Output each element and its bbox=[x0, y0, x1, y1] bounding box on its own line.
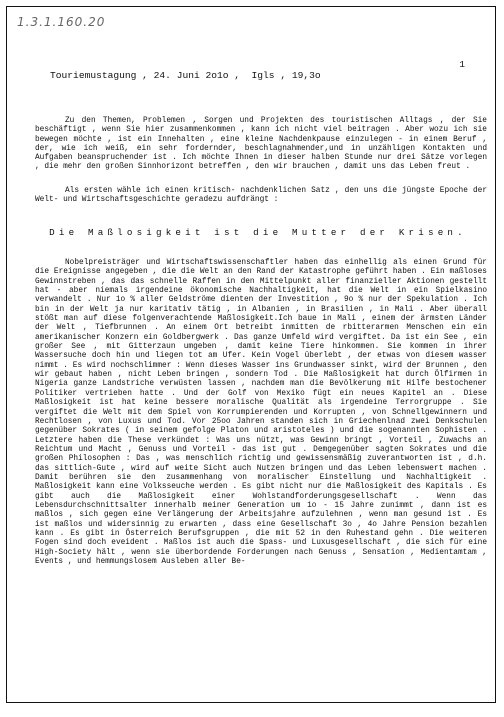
section-headline: Die Maßlosigkeit ist die Mutter der Krisen. bbox=[49, 227, 467, 238]
body-paragraph: Nobelpreisträger und Wirtschaftswissenschaftler haben das einhellig als einen Grund für die Ereignisse angegeben , die die Welt an den Rand der Katastrophe geführt haben . Ein maßloses Gewinnstreben , das das schnelle Raffen in den Mittelpunkt aller finanzieller Aktionen gestellt hat - aber niemals irgendeine ökonomische Nachhaltigkeit, hat die Welt in ein Spielkasino verwandelt . Nur 1o % aller Geldströme dienten der Investition , 9o % nur der Spekulation . Ich bin in der Welt ja nur karitativ tätig , in Albanien , in Brasilien , in Mali . Aber überall stößt man auf diese folgenverachtende Maßlosigkeit.Ich baue in Mali , einem der ärmsten Länder der Welt , Tiefbrunnen . An einem Ort betreibt inmitten de rbitterarmen Menschen ein ein amerikanischer Konzern ein Goldbergwerk . Das ganze Umfeld wird vergiftet. Da ist ein See , ein großer See , mit Gitterzaun umgeben , damit keine Tiere hinkommen. Sie kommen in ihrer Wassersuche doch hin und liegen tot am Ufer. Kein Vogel überlebt , der etwas von diesem wasser nimmt . Es wird nochschlimmer : Wenn dieses Wasser ins Grundwasser sinkt, wird der Brunnen , den wir gebaut haben , nicht Leben bringen , sondern Tod . Die Maßlosigkeit hat durch Ölfirmen in Nigeria ganze Landstriche verwüsten lassen , nachdem man die Bevölkerung mit Hilfe bestochener Politiker vertrieben hatte . Und der Golf von Mexiko fügt ein neues Kapitel an . Diese Maßlosigkeit ist hat keine bessere moralische Qualität als irgendeine Terrorgruppe . Sie vergiftet die Welt mit dem Spiel von Korrumpierenden und Korrupten , von Schnellgewinnern und Rechtlosen , von Luxus und Tod. Vor 25oo Jahren standen sich in Griechenlnad zwei Denkschulen gegenüber Sokrates ( in seinem gefolge Platon und aristoteles ) und die sogenannten Sophisten . Letztere haben die These verkündet : Was uns nützt, was Gewinn bringt , Vorteil , Zuwachs an Reichtum und Macht , Genuss und Vorteil - das ist gut . Demgegenüber sagten Sokrates und die großen Philosophen : Das , was menschlich richtig und gewissensmäßig zuverantworten ist , d.h. das sittlich-Gute , wird auf weite Sicht auch Nutzen bringen und das Leben lebenswert machen . Damit berühren sie den zusammenhang von moralischer Einstellung und Nachhaltigkeit . Maßlosigkeit kann eine Volksseuche werden . Es gibt nicht nur die Maßlosigkeit des Kapitals . Es gibt auch die Maßlosigkeit einer Wohlstandforderungsgesellschaft . Wenn das Lebensdurchschnittsalter innerhalb meiner Generation um 1o - 15 Jahre zunimmt , dann ist es maßlos , sich gegen eine Verlängerung der Arbeitsjahre aufzulehnen , wenn man gesund ist . Es ist maßlos und widersinnig zu erwarten , dass eine Gesellschaft 3o , 4o Jahre Pension bezahlen kann . Es gibt in Österreich Berufsgruppen , die mit 52 in den Ruhestand gehn . Die weiteren Fogen sind doch eveident . Maßlos ist auch die Spass- und Luxusgesellschaft , die sich für eine High-Society hält , wenn sie überbordende Forderungen nach Genuss , Sensation , Medientamtam , Events , und hemmungslosem Ausleben aller Be- bbox=[35, 259, 487, 566]
intro-paragraph: Zu den Themen, Problemen , Sorgen und Projekten des touristischen Alltags , der Sie beschäftigt , wenn Sie hier zusammenkommen , kann ich nicht viel beitragen . Aber wozu ich sie bewegen möchte , ist ein Innehalten , eine kleine Nachdenkpause einzulegen - in einem Beruf , der, wie ich weiß, ein sehr fordernder, beschlagnahmender,und in unzähligen Kontakten und Aufgaben beanspruchender ist . Ich möchte Ihnen in dieser halben Stunde nur drei Sätze vorlegen , die mehr den großen Sinnhorizont betreffen , den wir brauchen , damit uns das Leben freut . bbox=[35, 117, 487, 172]
document-page bbox=[6, 6, 496, 703]
body-section bbox=[35, 259, 487, 567]
lead-paragraph: Als ersten wähle ich einen kritisch- nachdenklichen Satz , den uns die jüngste Epoche der Welt- und Wirtschaftsgeschichte geradezu aufdrängt : bbox=[35, 187, 487, 205]
page-number: 1 bbox=[459, 59, 465, 70]
event-line: Touriemustagung , 24. Juni 2o1o , Igls , 19,3o bbox=[50, 70, 321, 81]
handwritten-reference-note: 1.3.1.160.20 bbox=[17, 15, 106, 29]
intro-section bbox=[35, 117, 487, 173]
document-header bbox=[27, 59, 465, 103]
lead-section bbox=[35, 187, 487, 206]
